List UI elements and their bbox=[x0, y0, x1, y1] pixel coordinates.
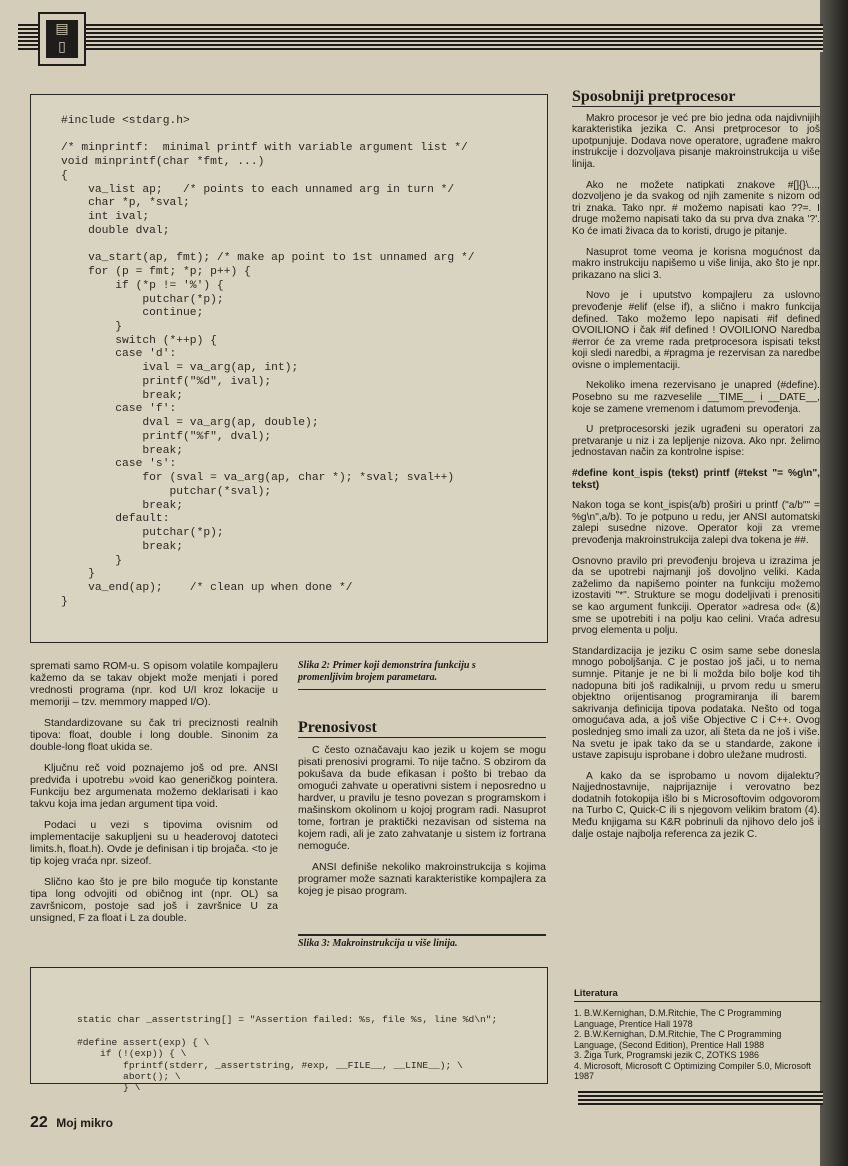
caption-top-rule bbox=[298, 934, 546, 936]
magazine-name: Moj mikro bbox=[56, 1116, 113, 1130]
code-listing-assert bbox=[30, 967, 548, 1094]
caption-divider bbox=[298, 689, 546, 690]
right-paragraph: Ako ne možete natipkati znakove #[]{}\..., dozvoljeno je da svakog od njih zamenite s nizom od tri znaka. Tako npr. # možemo napisati kao ??=. I druge možemo napisati tako da su prva dva znaka '?'. Ko će imati živaca da to koristi, drugo je pitanje. bbox=[572, 179, 820, 237]
footer-stripe-band bbox=[578, 1091, 823, 1105]
literature-item: 1. B.W.Kernighan, D.M.Ritchie, The C Programming Language, Prentice Hall 1978 bbox=[574, 1008, 782, 1029]
left-paragraph: Standardizovane su čak tri preciznosti realnih tipova: float, double i long double. Sinonim za double-long float ukida se. bbox=[30, 717, 278, 753]
literature-list bbox=[574, 1008, 822, 1082]
middle-paragraph: ANSI definiše nekoliko makroinstrukcija s kojima programer može saznati karakteristike kompajlera za kojeg je pisao program. bbox=[298, 861, 546, 897]
right-paragraph: Novo je i uputstvo kompajleru za uslovno prevođenje #elif (else if), a slično i makro funkcija defined. Tako možemo lepo napisati #if defined OVOILIONO i čak #if defined ! OVOILIONO Naredba #error će za vreme rada pretprocesora ispisati tekst koji sledi naredbi, a #pragma je rezervisan za naredbe ovisne o implementaciji. bbox=[572, 290, 820, 371]
page-footer bbox=[30, 1114, 113, 1132]
figure-caption-2: Slika 2: Primer koji demonstrira funkciju s promenljivim brojem parametara. bbox=[298, 660, 476, 683]
figure-caption-3: Slika 3: Makroinstrukcija u više linija. bbox=[298, 938, 458, 949]
literature-heading: Literatura bbox=[574, 988, 822, 1002]
literature-item: 3. Žiga Turk, Programski jezik C, ZOTKS 1986 bbox=[574, 1050, 760, 1060]
right-column bbox=[572, 88, 820, 849]
right-paragraph: A kako da se isprobamo u novom dijalektu? Najjednostavnije, najprijaznije i verovatno bez dodatnih fotokopija išlo bi s Microsoftovim odgovorom na Turbo C, Quick-C ili s njegovom velikim bratom (4). Među knjigama su K&R pobrinuli da njihovo delo još i dalje ostaje najbolja referenca za jezik C. bbox=[572, 770, 820, 840]
left-column bbox=[30, 660, 278, 933]
middle-paragraph: C često označavaju kao jezik u kojem se mogu pisati prenosivi programi. To nije tačno. S obzirom da pokušava da bude efikasan i pošto bi trebao da omogući zahvate u operativni sistem i neposredno u hardver, u pravilu je tesno povezan s programskom i mašinskom okolinom u kojoj program radi. Nasuprot tome, fortran je praktički nezavisan od sistema na kojem radi, ali je zato zahvatanje u sistem iz fortrana nemoguće. bbox=[298, 744, 546, 852]
literature-item: 2. B.W.Kernighan, D.M.Ritchie, The C Programming Language, (Second Edition), Prentice Hall 1988 bbox=[574, 1029, 782, 1050]
left-paragraph: Slično kao što je pre bilo moguće tip konstante tipa long odvojiti od običnog int (npr. OL) sa završnicom, postoje sad još i završnice U za unsigned, F za float i L za double. bbox=[30, 876, 278, 924]
right-paragraph: U pretprocesorski jezik ugrađeni su operatori za pretvaranje u niz i za lepljenje nizova. Ako npr. želimo jednostavan način za kontrolne ispise: bbox=[572, 424, 820, 459]
right-paragraph: Nekoliko imena rezervisano je unapred (#define). Posebno su me razveselile __TIME__ i __DATE__, koje se zamene vremenom i datumom prevođenja. bbox=[572, 380, 820, 415]
left-paragraph: Ključnu reč void poznajemo još od pre. ANSI predviđa i upotrebu »void kao generičkog pointera. Funkciju bez argumenata možemo deklarisati i kao takvu koja ima jedan argument tipa void. bbox=[30, 762, 278, 810]
literature-section bbox=[574, 988, 822, 1082]
code-listing-minprintf bbox=[30, 94, 548, 643]
right-paragraph: Nakon toga se kont_ispis(a/b) proširi u printf ("a/b"" = %g\n",a/b). To je potpuno u redu, jer ANSI automatski zalepi susedne nizove. Operator koji za vreme prevođenja makroinstrukcija zalepi dva tokena je ##. bbox=[572, 500, 820, 546]
header-logo-box bbox=[38, 12, 86, 66]
define-formula: #define kont_ispis (tekst) printf (#tekst "= %g\n", tekst) bbox=[572, 468, 820, 491]
left-paragraph: spremati samo ROM-u. S opisom volatile kompajleru kažemo da se takav objekt može menjati i pored vrednosti programa (npr. kod U/I kroz lokacije u memoriji – tzv. memmory mapped I/O). bbox=[30, 660, 278, 708]
section-heading-prenosivost: Prenosivost bbox=[298, 722, 546, 738]
header-stripe-band bbox=[18, 24, 823, 52]
right-paragraph: Nasuprot tome veoma je korisna mogućnost da makro instrukciju napišemo u više linija, ako što je npr. prikazano na slici 3. bbox=[572, 246, 820, 281]
page-number: 22 bbox=[30, 1114, 48, 1131]
right-paragraph: Standardizacija je jeziku C osim same sebe donesla mnogo poboljšanja. C je postao još jači, u to nema sumnje. Pitanje je ne bi li možda bilo bolje kod tih nadopuna biti još radikalniji, u prvom redu u smeru objektno orijentisanog programiranja ili barem sakrivanja definicija tipova podataka. Nešto od toga omogućava ada, a još više Objective C i C++. Ovog poslednjeg smo imali za uzor, ali šteta da ne još i više. Na svetu je ipak tako da se u standarde, zakone i ustave zapisuju isprobane i dobro uležane mudrosti. bbox=[572, 645, 820, 762]
floppy-disk-icon: ▤ ▯ bbox=[46, 20, 78, 58]
literature-item: 4. Microsoft, Microsoft C Optimizing Compiler 5.0, Microsoft 1987 bbox=[574, 1060, 812, 1081]
section-heading-pretprocesor: Sposobniji pretprocesor bbox=[572, 91, 820, 107]
middle-column bbox=[298, 719, 546, 906]
scan-edge-shadow bbox=[820, 0, 848, 1166]
code-listing-2-text: static char _assertstring[] = "Assertion failed: %s, file %s, line %d\n"; #define assert(exp) { \ if (!(exp)) { \ fprintf(stderr, _assertstring, #exp, __FILE__, __LINE__); \ abort(); \ } \ bbox=[77, 1014, 498, 1094]
left-paragraph: Podaci u vezi s tipovima ovisnim od implementacije sakupljeni su u headerovoj datoteci limits.h, float.h). Ovde je definisan i tip brojača. <to je tip kojeg vraća npr. sizeof. bbox=[30, 819, 278, 867]
right-paragraph: Osnovno pravilo pri prevođenju brojeva u izrazima je da se upotrebi najmanji još dovoljno veliki. Kada zaželimo da napišemo pointer na funkciju možemo izostaviti "*". Strukture se mogu dodeljivati i prenositi se kao argument funkciji. Operator »adresa od« (&) sme se upotrebiti i na polju kao celini. Vraća adresu prvog elementa u polju. bbox=[572, 555, 820, 637]
code-listing-1-text: #include <stdarg.h> /* minprintf: minimal printf with variable argument list */ void minprintf(char *fmt, ...) { va_list ap; /* points to each unnamed arg in turn */ char *p, *sval; int ival; double dval; va_start(ap, fmt); /* make ap point to 1st unnamed arg */ for (p = fmt; *p; p++) { if (*p != '%') { putchar(*p); continue; } switch (*++p) { case 'd': ival = va_arg(ap, int); printf("%d", ival); break; case 'f': dval = va_arg(ap, double); printf("%f", dval); break; case 's': for (sval = va_arg(ap, char *); *sval; sval++) putchar(*sval); break; default: putchar(*p); break; } } va_end(ap); /* clean up when done */ } bbox=[61, 115, 475, 608]
right-paragraph: Makro procesor je već pre bio jedna oda najdivnijih karakteristika jezika C. Ansi pretprocesor to još upotpunjuje. Dodava nove operatore, ugrađene makro instrukcije i dozvoljava pisanje makroinstrukcija u više linija. bbox=[572, 112, 820, 170]
